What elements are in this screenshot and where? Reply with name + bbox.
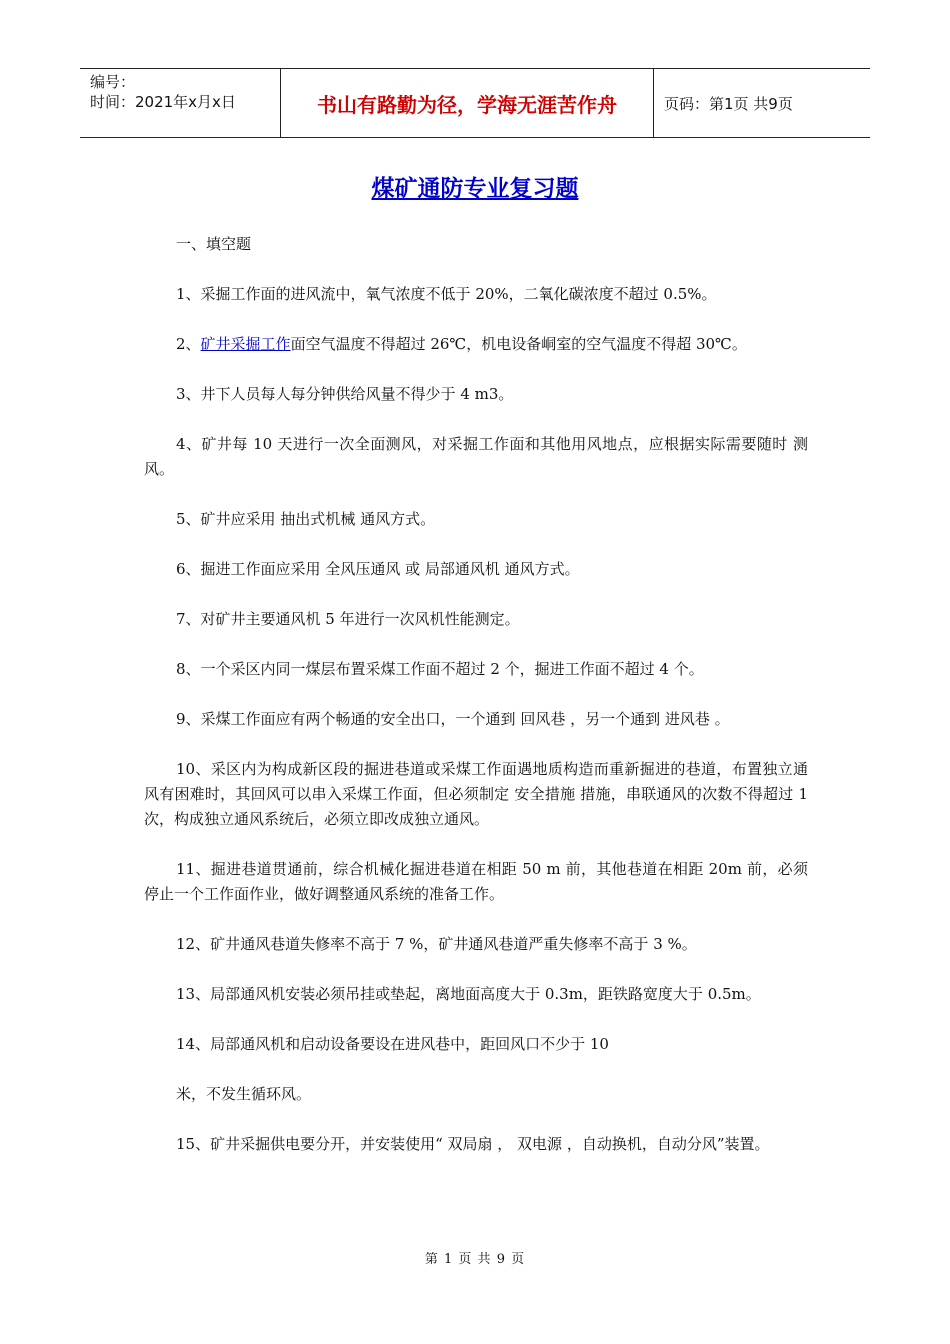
question-13: 13、局部通风机安装必须吊挂或垫起，离地面高度大于 0.3m，距铁路宽度大于 0.5m。 — [176, 985, 761, 1003]
question-8: 8、一个采区内同一煤层布置采煤工作面不超过 2 个，掘进工作面不超过 4 个。 — [176, 660, 704, 678]
number-label: 编号： — [90, 73, 136, 91]
question-14: 14、局部通风机和启动设备要设在进风巷中，距回风口不少于 10 — [176, 1035, 609, 1053]
page-footer: 第 1 页 共 9 页 — [424, 1252, 526, 1267]
time-label: 时间：2021年x月x日 — [90, 93, 236, 111]
question-12: 12、矿井通风巷道失修率不高于 7 %，矿井通风巷道严重失修率不高于 3 %。 — [176, 935, 697, 953]
question-11: 11、掘进巷道贯通前，综合机械化掘进巷道在相距 50 m 前，其他巷道在相距 20m 前，必须停止一个工作面作业，做好调整通风系统的准备工作。 — [144, 860, 808, 903]
question-6: 6、掘进工作面应采用 全风压通风 或 局部通风机 通风方式。 — [176, 560, 580, 578]
header-info-cell — [80, 69, 281, 137]
question-10: 10、采区内为构成新区段的掘进巷道或采煤工作面遇地质构造而重新掘进的巷道，布置独立通风有困难时，其回风可以串入采煤工作面，但必须制定 安全措施 措施，串联通风的次数不得超过 1 次，构成独立通风系统后，必须立即改成独立通风。 — [144, 760, 808, 828]
question-9: 9、采煤工作面应有两个畅通的安全出口，一个通到 回风巷 ，另一个通到 进风巷 。 — [176, 710, 730, 728]
header-page-label: 页码：第1页 共9页 — [664, 94, 793, 113]
question-2 — [144, 332, 808, 357]
header-motto: 书山有路勤为径，学海无涯苦作舟 — [281, 69, 654, 137]
question-15: 15、矿井采掘供电要分开，并安装使用“ 双局扇 ， 双电源 ，自动换机，自动分风”装置。 — [176, 1135, 770, 1153]
question-1: 1、采掘工作面的进风流中，氧气浓度不低于 20%，二氧化碳浓度不超过 0.5%。 — [176, 285, 717, 303]
document-body — [144, 232, 808, 1181]
question-4: 4、矿井每 10 天进行一次全面测风，对采掘工作面和其他用风地点，应根据实际需要随时 测风。 — [144, 435, 808, 478]
mining-face-link[interactable]: 矿井采掘工作 — [200, 335, 291, 353]
document-title[interactable]: 煤矿通防专业复习题 — [371, 176, 579, 202]
question-14-continued: 米，不发生循环风。 — [176, 1085, 312, 1103]
section-heading: 一、填空题 — [176, 235, 252, 253]
question-2-prefix: 2、 — [176, 335, 201, 353]
question-7: 7、对矿井主要通风机 5 年进行一次风机性能测定。 — [176, 610, 520, 628]
question-3: 3、井下人员每人每分钟供给风量不得少于 4 m3。 — [176, 385, 514, 403]
question-5: 5、矿井应采用 抽出式机械 通风方式。 — [176, 510, 436, 528]
question-2-text: 面空气温度不得超过 26℃，机电设备峒室的空气温度不得超 30℃。 — [290, 335, 747, 353]
header-table — [80, 68, 870, 138]
